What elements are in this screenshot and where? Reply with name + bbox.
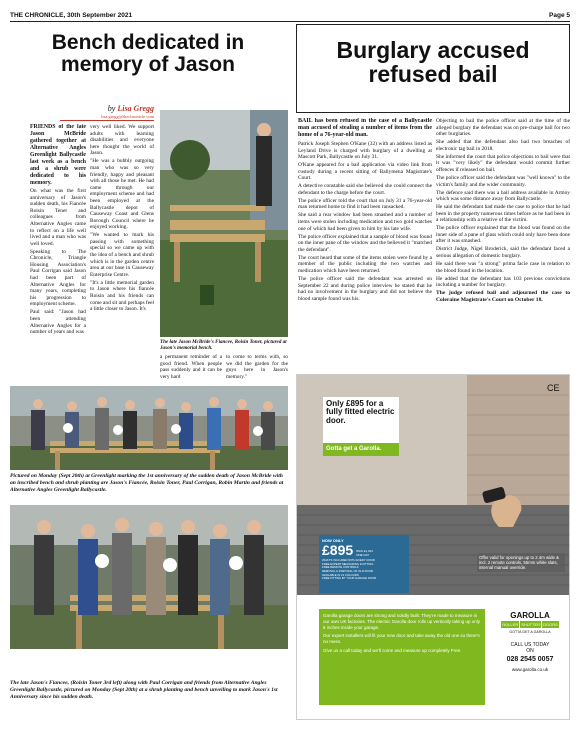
burglary-para: The police officer said the defendant was "well known" to the victim's family and the wider community. xyxy=(436,174,570,188)
jason-para: very well liked. We support adults with learning disabilities and everyone here thought the world of Jason. xyxy=(90,124,154,157)
ad-headline: Only £895 for a fully fitted electric door. xyxy=(326,399,395,425)
feature-item: AVAILABLE IN 21 COLOURS xyxy=(322,572,359,577)
photo-roisin-caption: The late Jason McBride's Fiancee, Roisin Toner, pictured at Jason's memorial bench. xyxy=(160,339,287,352)
jason-col-1 xyxy=(30,124,86,383)
features-list xyxy=(322,559,406,581)
feature-item: FREE EXPERT MEASURING & FITTING xyxy=(322,561,374,566)
garolla-sub-2: SHUTTER xyxy=(521,622,541,627)
burglary-para: He said there was "a strong" prima facie case in relation to the blood found in the location. xyxy=(436,261,570,274)
burglary-para: The defence said there was a bail address available in Armoy which was some distance away from Ballycastle. xyxy=(436,189,570,203)
now-only-label: NOW ONLY xyxy=(322,538,344,543)
ad-body-para: Garolla garage doors are strong and solidly built. They're made to measure in our own UK factories. The electric Garolla door rolls up vertically taking up only 6 inches inside your garage. xyxy=(323,613,480,630)
burglary-para: He said the defendant had made the case to police that he had been in the property numerous times before as he had been in a relationship with a relative of the victim. xyxy=(436,204,570,224)
ad-cta-banner: Gotta get a Garolla. xyxy=(323,443,399,456)
jason-para: On what was the first anniversary of Jason's sudden death, his Fiancée Roisin Tener and colleagues from Alternative Angles came to reflect on a life well lived and a man who was well loved. xyxy=(30,187,86,247)
remote-control-icon xyxy=(469,487,529,532)
jason-col-3 xyxy=(160,354,222,384)
burglary-para: The court heard that some of the items stolen were found by a member of the public including the two watches and medication which have been returned. xyxy=(298,254,432,274)
photo-roisin-bench xyxy=(160,110,288,337)
masthead-paper-date: THE CHRONICLE, 30th September 2021 xyxy=(10,12,133,19)
burglary-para: District Judge, Nigel Broderick, said the defendant faced a serious allegation of domestic burglary. xyxy=(436,246,570,260)
jason-para: "We wanted to mark his passing with something special so we came up with the idea of a bench and shrub which is in the garden centre area at our base in Causeway Enterprise Centre. xyxy=(90,232,154,278)
photo-group-2 xyxy=(10,505,288,649)
burglary-para: The police officer said the defendant was arrested on September 22 and during police interview he stated that he had no involvement in the burglary and did not believe the blood sample found was his. xyxy=(298,275,432,302)
byline-author: Lisa Gregg xyxy=(117,104,154,113)
garolla-sub-1: ROLLER xyxy=(502,622,519,627)
call-today: CALL US TODAY xyxy=(510,642,550,648)
burglary-col-2 xyxy=(436,118,570,380)
burglary-para: The police officer explained that the blood was found on the inner side of a pane of glass which could only have been done after it was smashed. xyxy=(436,225,570,245)
garolla-sub xyxy=(495,621,565,628)
jason-para: a permanent reminder of a good friend. When people pass suddenly and it can be very hard xyxy=(160,354,222,380)
burglary-para: A detective constable said she believed she could connect the defendant to the charge before the court. xyxy=(298,183,432,196)
price-note: WAS £1,344 ONE DAY xyxy=(356,549,373,557)
price: £895 xyxy=(322,542,354,558)
photo-group-2-caption: The late Jason's Fiancee, (Roisin Toner 3rd left) along with Paul Corrigan and friends from Alternative Angles Greenlight Ballycastle, pictured on Monday (Sept 20th) at a shrub planting and bench unveiling to mark Jason's 1st Anniversary since his sudden death. xyxy=(10,680,278,700)
feature-item: REMOVAL & DISPOSAL OF OLD DOOR xyxy=(322,568,374,573)
burglary-para: Objecting to bail the police officer said at the time of the alleged burglary the defendant was on pre-charge bail for two other burglaries. xyxy=(436,118,570,138)
burglary-para: She added that the defendant also had two breaches of electronic tag bail in 2018. xyxy=(436,139,570,152)
phone-number[interactable]: 028 2545 0057 xyxy=(506,656,554,663)
burglary-para: The police officer told the court that on July 31 a 76-year-old man returned home to find it had been ransacked. xyxy=(298,197,432,211)
jason-lead: FRIENDS of the late Jason McBride gathered together at Alternative Angles Greenlight Ballycastle last week as a bench and a shrub were dedicated to his memory. xyxy=(30,124,86,186)
jason-col-4 xyxy=(226,354,288,384)
burglary-closing: The judge refused bail and adjourned the case to Coleraine Magistrate's Court on October 18. xyxy=(436,290,570,303)
author-email: lisa.gregg@thechronicle.com xyxy=(101,114,154,119)
photo-group-1-caption: Pictured on Monday (Sept 20th) at Greenlight marking the 1st anniversary of the sudden death of Jason McBride with an inscribed bench and shrub planting are Jason's Fiancée, Roisin Toner, Paul Corrigan, Robin Martin and friends at Alternative Angles Greenlight Ballycastle. xyxy=(10,473,284,493)
garolla-tagline: GOTTA GET A GAROLLA xyxy=(509,630,551,634)
burglary-para: She said a rear window had been smashed and a number of items were stolen including medication and two gold watches one of which had been given to him by his late wife. xyxy=(298,212,432,232)
ce-mark: CE xyxy=(547,383,560,393)
ad-body-para: Our expert installers will fit your new door and take away the old one so there's no mess. xyxy=(323,633,480,644)
byline-rule xyxy=(60,120,154,121)
feature-item: FREE REMOTE CONTROLS xyxy=(322,565,359,570)
call-on: ON xyxy=(526,648,534,654)
burglary-para: O'Kane appeared for a bail application via video link from custody during a recent sitting of Ballymena Magistrate's Court. xyxy=(298,162,432,182)
website-link[interactable]: www.garolla.co.uk xyxy=(511,667,549,672)
burglary-headline: Burglary accused refused bail xyxy=(336,37,530,88)
burglary-para: Patrick Joseph Stephen O'Kane (32) with an address listed as Leyland Drive is charged with burglary of a dwelling at Mascott Park, Ballycastle on July 31. xyxy=(298,140,432,161)
jason-para: "He was a bubbly outgoing man who was so very friendly, happy and pleasant with all those he met. He had came through our employment scheme and had been employed at the Ballycastle depot of Causeway Coast and Glens Borough Council where he enjoyed working. xyxy=(90,158,154,231)
byline-by: by xyxy=(107,104,116,113)
byline xyxy=(60,104,154,113)
garolla-wordmark: GAROLLA xyxy=(510,611,550,620)
jason-para: Paul said: "Jason had been attending Alternative Angles for a number of years and was xyxy=(30,309,86,336)
photo-group-2-image xyxy=(10,505,288,649)
jason-para: to come to terms with, so we did the garden for the guys here in Jason's memory." xyxy=(226,354,288,380)
burglary-para: She informed the court that police objections to bail were that it was "very likely" the defendant would commit further offences if released on bail. xyxy=(436,153,570,173)
page-number: Page 5 xyxy=(549,12,570,19)
jason-headline: Bench dedicated in memory of Jason xyxy=(51,31,245,77)
jason-para: Speaking to The Chronicle, Triangle Housing Association's Paul Corrigan said Jason had been part of Alternative Angles for many years, completing his progression to employment scheme. xyxy=(30,248,86,308)
ad-body-para: Give us a call today and we'll come and measure up completely Free. xyxy=(323,647,462,653)
burglary-col-1 xyxy=(298,118,432,380)
garolla-ad xyxy=(296,374,570,720)
garolla-sub-3: DOORS xyxy=(543,622,558,627)
feature-item: WHAT'S INCLUDED WITH EVERY DOOR xyxy=(322,558,375,562)
garolla-logo xyxy=(495,611,565,672)
masthead xyxy=(10,8,570,22)
price-row xyxy=(322,543,406,557)
photo-group-1-image xyxy=(10,386,288,470)
remote-control-image xyxy=(469,487,529,527)
ad-body xyxy=(319,609,485,705)
photo-roisin-bench-image xyxy=(160,110,288,337)
feature-item: FREE FITTING BY YOUR GARAGE DOOR xyxy=(322,576,377,581)
jason-col-2 xyxy=(90,124,154,383)
ad-offer-box xyxy=(323,397,399,443)
burglary-lead: BAIL has been refused in the case of a Ballycastle man accused of stealing a number of items from the home of a 76-year-old man. xyxy=(298,118,432,139)
remote-note: Offer valid for openings up to 2.4m wide & incl. 2 remote controls, 55mm white slats, internal manual override. xyxy=(477,553,565,572)
burglary-para: The police officer explained that a sample of blood was found on the inner pane of the window and the believed it "matched the defendant". xyxy=(298,233,432,253)
burglary-para: He added that the defendant has 103 previous convictions including a number for burglary. xyxy=(436,275,570,289)
jason-para: "It's a little memorial garden to Jason where his fiancée Roisin and his friends can come and sit and perhaps feel a little closer to Jason. It's xyxy=(90,279,154,313)
photo-group-1 xyxy=(10,386,288,470)
ad-price-panel xyxy=(319,535,409,593)
